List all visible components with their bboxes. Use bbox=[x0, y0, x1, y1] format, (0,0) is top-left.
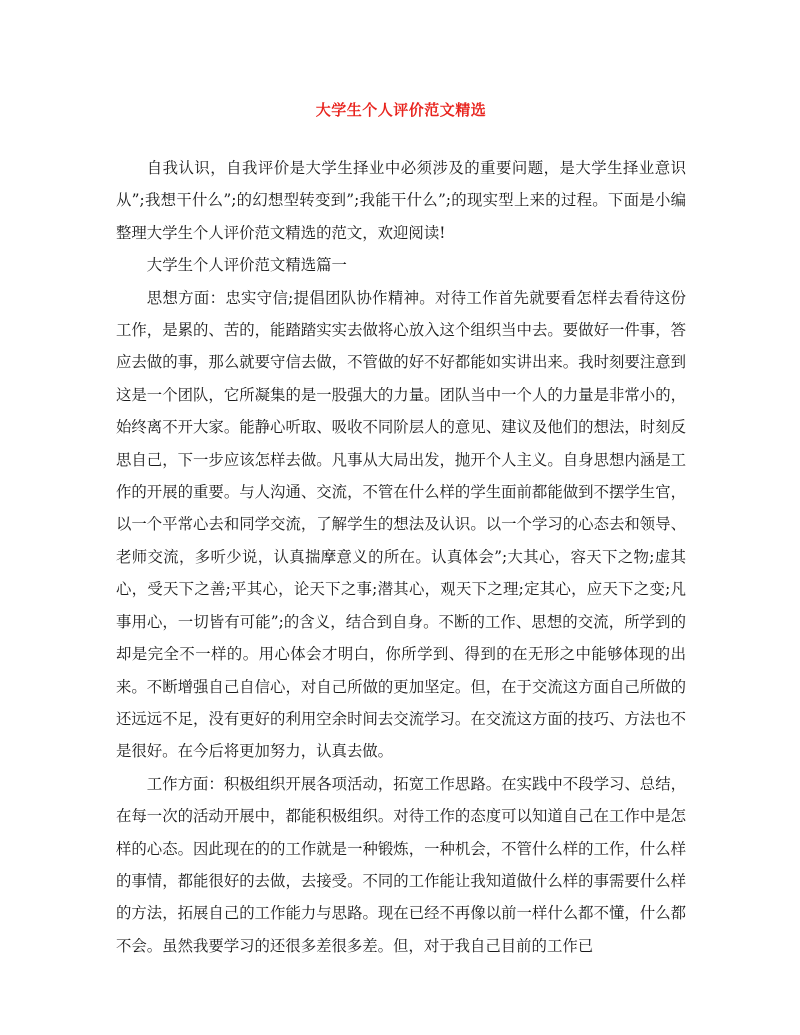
document-title: 大学生个人评价范文精选 bbox=[315, 101, 487, 119]
document-page bbox=[116, 100, 686, 962]
section-heading: 大学生个人评价范文精选篇一 bbox=[146, 256, 347, 275]
intro-paragraph: 自我认识，自我评价是大学生择业中必须涉及的重要问题，是大学生择业意识从”;我想干什么”;的幻想型转变到”;我能干什么”;的现实型上来的过程。下面是小编整理大学生个人评价范文精选的范文，欢迎阅读! bbox=[116, 159, 686, 242]
work-paragraph: 工作方面：积极组织开展各项活动，拓宽工作思路。在实践中不段学习、总结，在每一次的活动开展中，都能积极组织。对待工作的态度可以知道自己在工作中是怎样的心态。因此现在的的工作就是一种锻炼，一种机会，不管什么样的工作，什么样的事情，都能很好的去做，去接受。不同的工作能让我知道做什么样的事需要什么样的方法，拓展自己的工作能力与思路。现在已经不再像以前一样什么都不懂，什么都不会。虽然我要学习的还很多差很多差。但，对于我自己目前的工作已 bbox=[116, 774, 686, 955]
thought-paragraph: 思想方面：忠实守信;提倡团队协作精神。对待工作首先就要看怎样去看待这份工作，是累的、苦的，能踏踏实实去做将心放入这个组织当中去。要做好一件事，答应去做的事，那么就要守信去做，不管做的好不好都能如实讲出来。我时刻要注意到这是一个团队，它所凝集的是一股强大的力量。团队当中一个人的力量是非常小的，始终离不开大家。能静心听取、吸收不同阶层人的意见、建议及他们的想法，时刻反思自己，下一步应该怎样去做。凡事从大局出发，抛开个人主义。自身思想内涵是工作的开展的重要。与人沟通、交流，不管在什么样的学生面前都能做到不摆学生官，以一个平常心去和同学交流，了解学生的想法及认识。以一个学习的心态去和领导、老师交流，多听少说，认真揣摩意义的所在。认真体会”;大其心，容天下之物;虚其心，受天下之善;平其心，论天下之事;潜其心，观天下之理;定其心，应天下之变;凡事用心，一切皆有可能”;的含义，结合到自身。不断的工作、思想的交流，所学到的却是完全不一样的。用心体会才明白，你所学到、得到的在无形之中能够体现的出来。不断增强自己自信心，对自己所做的更加坚定。但，在于交流这方面自己所做的还远远不足，没有更好的利用空余时间去交流学习。在交流这方面的技巧、方法也不是很好。在今后将更加努力，认真去做。 bbox=[116, 288, 686, 761]
